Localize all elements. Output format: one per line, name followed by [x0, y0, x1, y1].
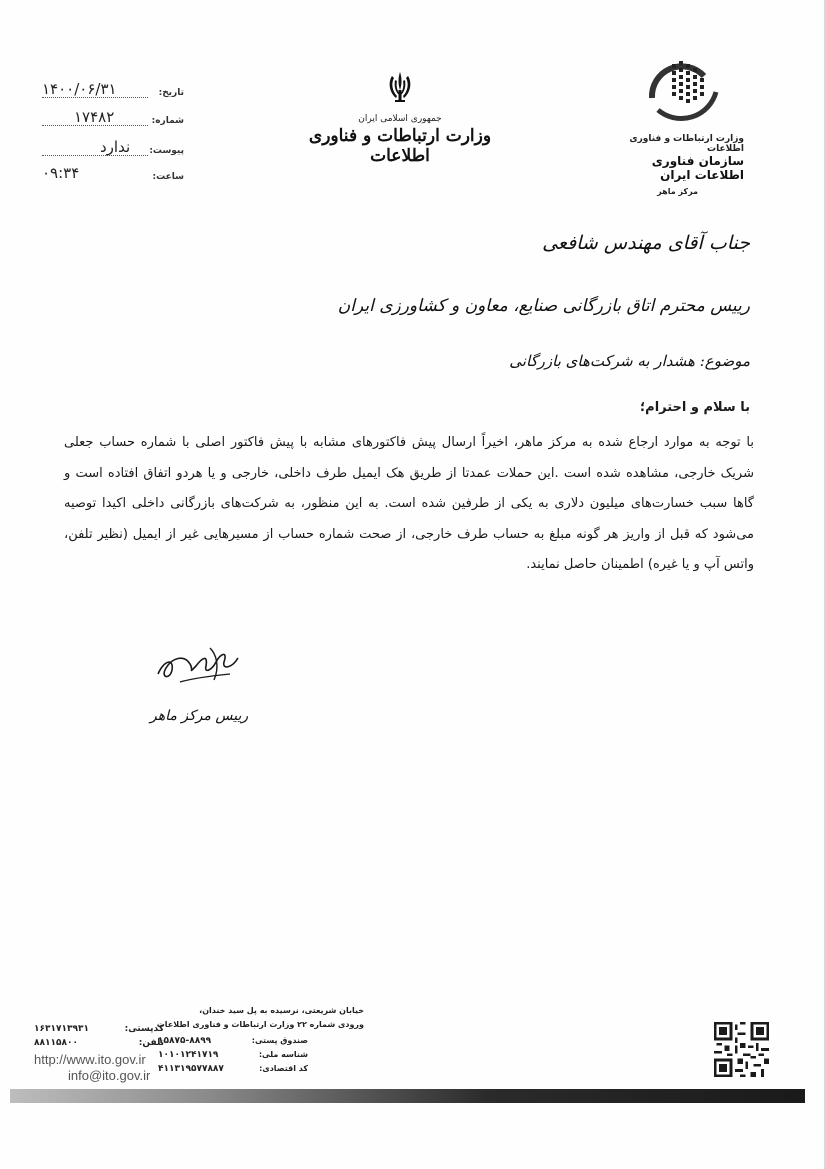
postal-code-label: کدپستی:: [124, 1024, 164, 1034]
address-line-1: خیابان شریعتی، نرسیده به پل سید خندان،: [199, 1006, 364, 1015]
website-link[interactable]: http://www.ito.gov.ir: [34, 1052, 146, 1067]
phone-row: [34, 1038, 164, 1051]
date-field: [34, 76, 184, 100]
economic-code-value: ۴۱۱۳۱۹۵۷۷۸۸۷: [158, 1064, 224, 1074]
postal-code-row: [34, 1024, 164, 1037]
time-value: ۰۹:۳۴: [42, 164, 80, 182]
time-field: [34, 160, 184, 184]
date-label: تاریخ:: [158, 88, 184, 98]
attachment-label: پیوست:: [149, 146, 184, 156]
national-id-value: ۱۰۱۰۱۲۴۱۷۱۹: [158, 1050, 219, 1060]
address-line-2: ورودی شماره ۲۲ وزارت ارتباطات و فناوری اطلاعات: [156, 1019, 364, 1029]
time-label: ساعت:: [152, 172, 184, 182]
pobox-value: ۱۵۸۷۵-۸۸۹۹: [158, 1036, 212, 1046]
number-label: شماره:: [151, 116, 184, 126]
logo-center-name: مرکز ماهر: [657, 187, 698, 196]
ito-logo-block: [604, 58, 754, 196]
footer-address: [152, 1004, 364, 1031]
date-value: ۱۴۰۰/۰۶/۳۱: [42, 80, 117, 98]
qr-code-icon: [714, 1022, 769, 1077]
greeting: با سلام و احترام؛: [639, 400, 750, 415]
phone-label: تلفن:: [138, 1038, 164, 1048]
recipient-name: جناب آقای مهندس شافعی: [542, 232, 750, 254]
logo-ministry-label: وزارت ارتباطات و فناوری اطلاعات: [629, 134, 744, 154]
footer-bar: [10, 1089, 805, 1103]
ito-logo-icon: [642, 58, 724, 124]
letter-body: با توجه به موارد ارجاع شده به مرکز ماهر، اخیراً ارسال پیش فاکتورهای مشابه با پیش فاکتور اصلی با شماره حساب جعلی شریک خارجی، مشاهده شده است .این حملات عمدتا از طریق هک ایمیل طرف داخلی، خارجی و یا هردو اتفاق افتاده است و گاها سبب خسارت‌های میلیون دلاری به یکی از طرفین شده است. به این منظور، به شرکت‌های بازرگانی داخلی اکیدا توصیه می‌شود که قبل از واریز هر گونه مبلغ به حساب طرف خارجی، از صحت شماره حساب از مسیرهایی غیر از ایمیل (نظیر تلفن، واتس آپ و یا غیره) اطمینان حاصل نمایند.: [64, 435, 754, 572]
number-field: [34, 104, 184, 128]
ministry-header: [300, 70, 500, 166]
logo-org-name: سازمان فناوری اطلاعات ایران: [651, 154, 744, 182]
number-value: ۱۷۴۸۲: [74, 108, 115, 126]
phone-value: ۸۸۱۱۵۸۰۰: [34, 1038, 78, 1048]
subject-line: موضوع: هشدار به شرکت‌های بازرگانی: [509, 352, 750, 370]
national-id-label: شناسه ملی:: [258, 1050, 308, 1059]
pobox-row: [158, 1036, 308, 1049]
recipient-title: رییس محترم اتاق بازرگانی صنایع، معاون و کشاورزی ایران: [337, 296, 750, 316]
ministry-name: وزارت ارتباطات و فناوری اطلاعات: [308, 126, 492, 166]
economic-code-label: کد اقتصادی:: [259, 1064, 308, 1073]
attachment-field: [34, 134, 184, 158]
national-id-row: [158, 1050, 308, 1063]
republic-label: جمهوری اسلامی ایران: [358, 114, 442, 124]
email-link[interactable]: info@ito.gov.ir: [68, 1068, 151, 1083]
economic-code-row: [158, 1064, 308, 1077]
iran-emblem-icon: [386, 70, 414, 104]
handwritten-signature-icon: [150, 640, 246, 690]
attachment-value: ندارد: [100, 138, 131, 156]
signature-title: رییس مرکز ماهر: [150, 708, 249, 724]
pobox-label: صندوق پستی:: [251, 1036, 308, 1045]
postal-code-value: ۱۶۳۱۷۱۳۹۳۱: [34, 1024, 89, 1034]
